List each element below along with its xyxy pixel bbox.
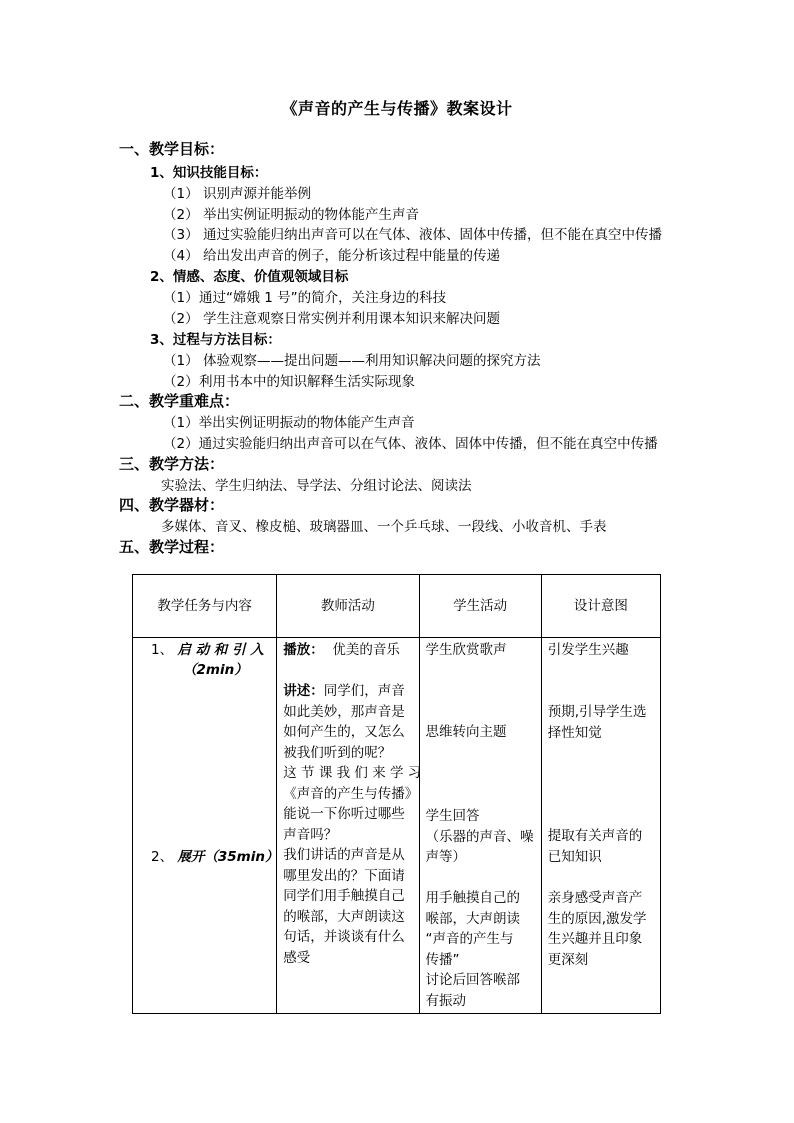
intent-line: 生兴趣并且印象 [547, 931, 643, 947]
task-cell [133, 638, 277, 1014]
play-label: 播放： [283, 642, 324, 658]
item-number: （2） [163, 207, 199, 223]
play-line [283, 640, 400, 661]
student-activity-cell [419, 638, 541, 1014]
item-number: （4） [163, 248, 199, 264]
student-activity-4 [426, 888, 521, 1011]
intent-line: 已知知识 [547, 848, 602, 865]
lecture-block [283, 681, 422, 968]
column-header: 设计意图 [541, 575, 660, 638]
list-item [163, 349, 541, 369]
step-number: 2、 [151, 849, 174, 865]
play-text: 优美的音乐 [332, 642, 400, 658]
item-text: 体验观察——提出问题——利用知识解决问题的探究方法 [203, 353, 541, 369]
column-header: 学生活动 [419, 575, 541, 638]
lecture-line: 句话，并谈谈有什么 [283, 929, 405, 945]
intent-line: 亲身感受声音产 [547, 890, 643, 906]
column-header: 教学任务与内容 [133, 575, 277, 638]
item-number: （2） [163, 311, 199, 327]
list-item [163, 203, 419, 223]
student-activity-1: 学生欣赏歌声 [425, 642, 507, 658]
lecture-line: 能说一下你听过哪些 [283, 806, 405, 822]
activity-line: 讨论后回答喉部 [425, 972, 521, 988]
lecture-line: 如何产生的，又怎么 [283, 724, 405, 740]
lecture-line: 感受 [283, 949, 311, 966]
column-header: 教师活动 [277, 575, 419, 638]
lecture-line: 同学们用手触摸自己 [283, 888, 405, 904]
item-text: 识别声源并能举例 [203, 186, 311, 202]
activity-line: （乐器的声音、噪 [425, 828, 534, 845]
design-intent-3 [548, 826, 643, 867]
methods-text: 实验法、学生归纳法、导学法、分组讨论法、阅读法 [161, 478, 472, 494]
teaching-process-table [132, 574, 661, 1014]
item-text: 举出实例证明振动的物体能产生声音 [203, 207, 419, 223]
design-intent-cell [541, 638, 660, 1014]
lecture-line: 哪里发出的？下面请 [283, 867, 405, 884]
lecture-line [283, 681, 419, 702]
list-item [163, 182, 311, 202]
step-number: 1、 [151, 642, 174, 658]
table-header-row [133, 575, 661, 638]
subheading-knowledge-skills [150, 161, 267, 181]
item-text: 通过实验能归纳出声音可以在气体、液体、固体中传播，但不能在真空中传播 [203, 227, 662, 243]
step-1-time: （2min） [183, 662, 248, 678]
student-activity-2: 思维转向主题 [425, 724, 507, 740]
lecture-line: 的喉部，大声朗读这 [283, 908, 405, 925]
list-item: （1）举出实例证明振动的物体能产生声音 [163, 415, 415, 431]
activity-line: 用手触摸自己的 [425, 890, 521, 906]
table-row [133, 638, 661, 1014]
lecture-line: 这 节 课 我 们 来 学 习 [283, 765, 422, 781]
activity-line: 声等） [425, 849, 467, 865]
item-text: 通过“嫦娥 1 号”的简介，关注身边的科技 [199, 290, 447, 306]
activity-line: “声音的产生与 [425, 931, 514, 947]
design-intent-1: 引发学生兴趣 [547, 642, 629, 658]
page-title: 《声音的产生与传播》教案设计 [281, 99, 513, 118]
step-label: 启 动 和 引 入 [177, 642, 264, 658]
intent-line: 更深刻 [547, 951, 589, 968]
item-number: （1） [163, 186, 199, 202]
item-text: 利用书本中的知识解释生活实际现象 [199, 374, 415, 390]
item-text: 学生注意观察日常实例并利用课本知识来解决问题 [203, 311, 500, 327]
lecture-text: 同学们，声音 [323, 683, 405, 699]
lecture-line: 我们讲话的声音是从 [283, 847, 405, 863]
step-label: 展开（35min） [177, 849, 279, 865]
lecture-line: 如此美妙，那声音是 [283, 703, 405, 720]
list-item [163, 244, 500, 264]
intent-line: 择性知觉 [547, 724, 602, 741]
subheading-attitudes: 2、情感、态度、价值观领域目标 [150, 269, 349, 285]
item-number: （1） [163, 290, 199, 306]
lecture-line: 《声音的产生与传播》 [283, 785, 419, 802]
item-number: （1） [163, 353, 199, 369]
list-item: （2）通过实验能归纳出声音可以在气体、液体、固体中传播，但不能在真空中传播 [163, 436, 658, 452]
intent-line: 生的原因,激发学 [547, 910, 647, 927]
teacher-activity-cell [277, 638, 422, 1014]
intent-line: 提取有关声音的 [547, 828, 643, 844]
list-item [163, 286, 446, 306]
section-heading-objectives: 一、教学目标： [119, 140, 225, 158]
subheading-process-methods [150, 328, 281, 348]
lecture-line: 被我们听到的呢？ [283, 744, 392, 761]
lecture-line: 声音吗？ [283, 826, 338, 843]
section-heading-methods: 三、教学方法： [119, 455, 225, 473]
lecture-label: 讲述： [283, 683, 324, 699]
item-number: （2） [163, 374, 199, 390]
list-item [163, 223, 662, 243]
activity-line: 学生回答 [425, 808, 480, 824]
item-text: 给出发出声音的例子，能分析该过程中能量的传递 [203, 248, 500, 264]
section-heading-key-points: 二、教学重难点： [119, 392, 240, 410]
item-number: （3） [163, 227, 199, 243]
step-1 [151, 640, 264, 661]
activity-line: 喉部，大声朗读 [425, 910, 521, 927]
intent-line: 预期,引导学生选 [547, 704, 647, 720]
equipment-text: 多媒体、音叉、橡皮槌、玻璃器皿、一个乒乓球、一段线、小收音机、手表 [161, 519, 607, 535]
list-item [163, 307, 500, 327]
section-heading-equipment: 四、教学器材： [119, 496, 225, 514]
subheading-text: 3、过程与方法目标： [150, 332, 281, 348]
step-2 [151, 847, 278, 868]
activity-line: 有振动 [425, 992, 467, 1009]
student-activity-3 [426, 806, 534, 868]
list-item [163, 370, 415, 390]
subheading-text: 1、知识技能目标： [150, 165, 268, 181]
design-intent-4 [548, 888, 647, 970]
section-heading-process: 五、教学过程： [119, 538, 225, 556]
design-intent-2 [548, 702, 647, 743]
activity-line: 传播” [425, 951, 460, 968]
